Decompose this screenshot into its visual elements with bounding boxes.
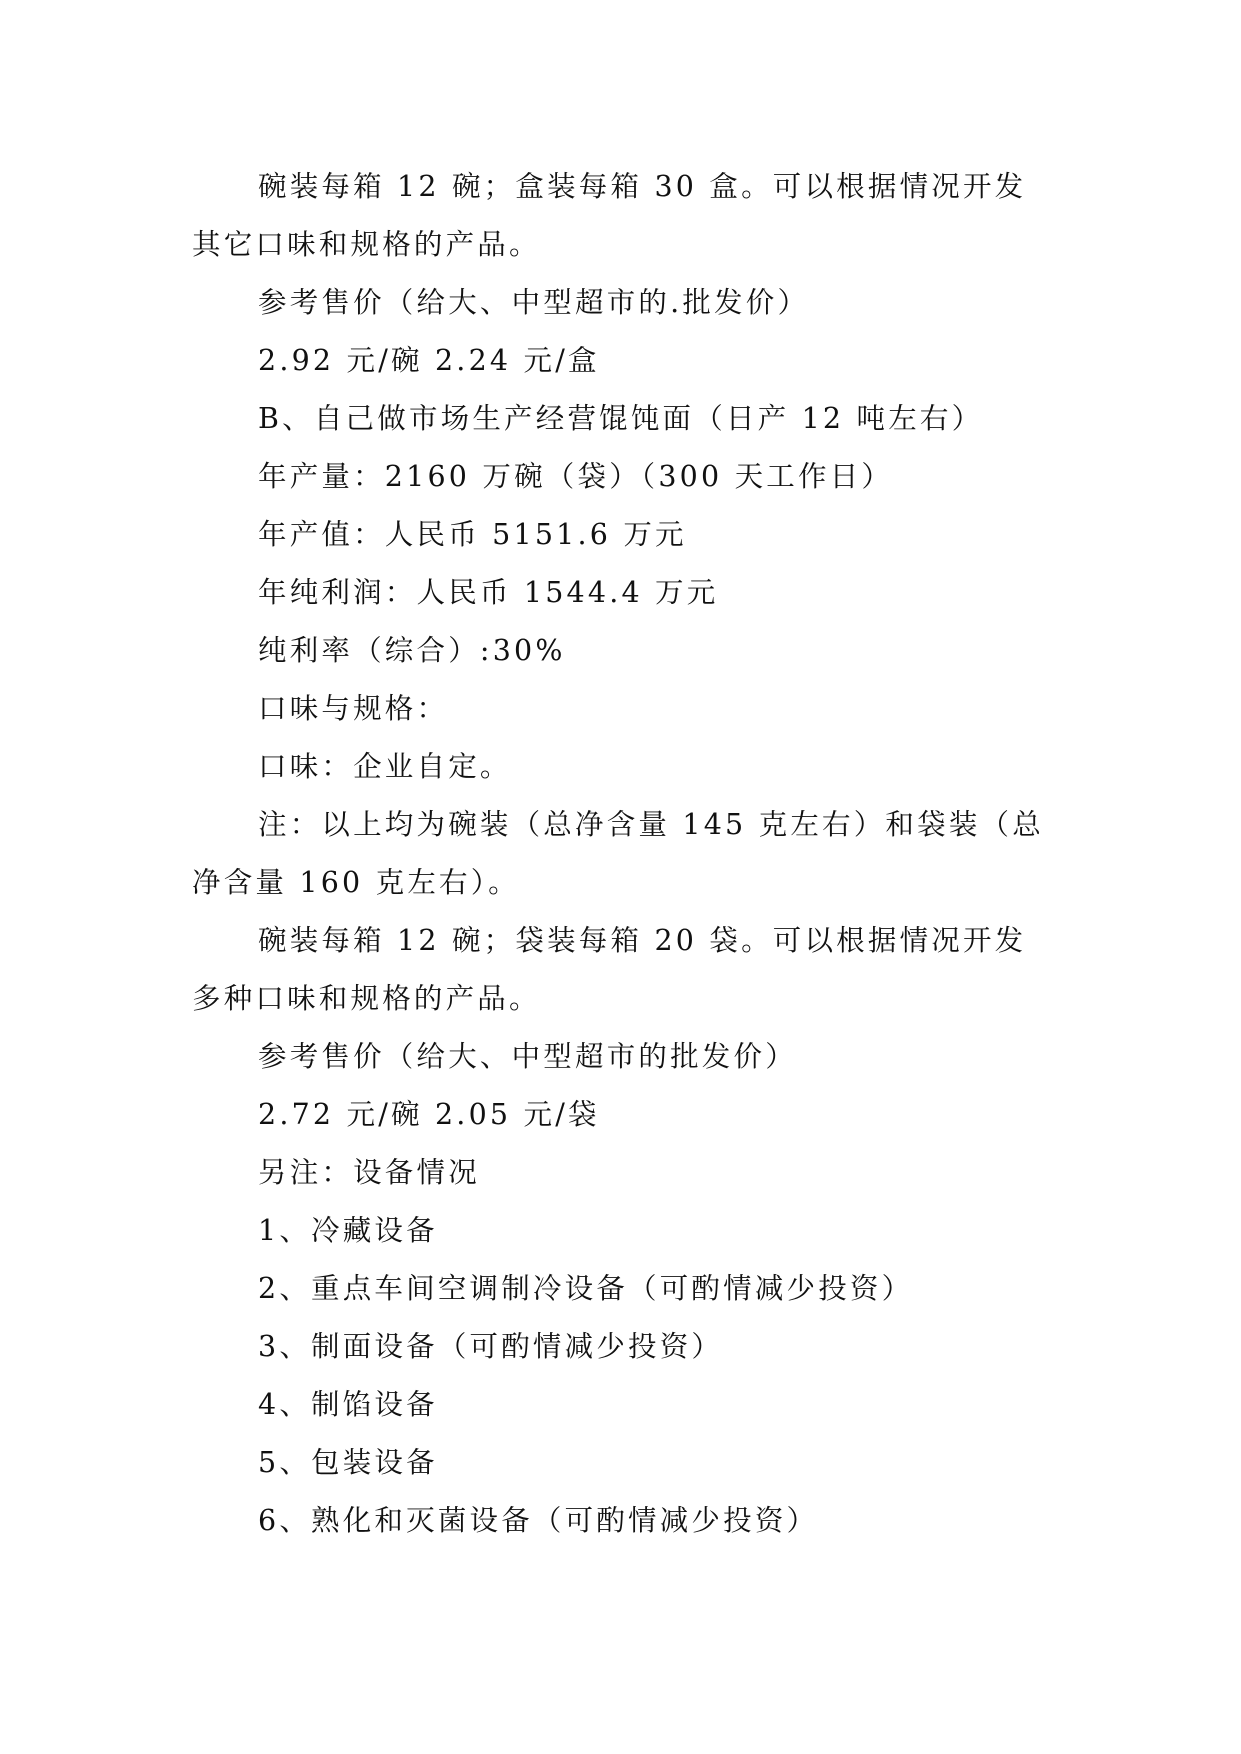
list-item-equipment-6: 6、熟化和灭菌设备（可酌情减少投资） (258, 1504, 819, 1537)
paragraph-section-b-heading: B、自己做市场生产经营馄饨面（日产 12 吨左右） (258, 402, 984, 435)
paragraph-flavor-spec-heading: 口味与规格： (258, 692, 449, 725)
paragraph-net-profit-rate: 纯利率（综合）:30% (258, 634, 566, 667)
list-item-equipment-3: 3、制面设备（可酌情减少投资） (258, 1330, 724, 1363)
list-item-equipment-4: 4、制馅设备 (258, 1388, 438, 1421)
paragraph-packaging-bowl-bag: 碗装每箱 12 碗；袋装每箱 20 袋。可以根据情况开发多种口味和规格的产品。 (192, 924, 1027, 1015)
paragraph-annual-net-profit: 年纯利润：人民币 1544.4 万元 (258, 576, 719, 609)
list-item-equipment-2: 2、重点车间空调制冷设备（可酌情减少投资） (258, 1272, 914, 1305)
list-item-equipment-1: 1、冷藏设备 (258, 1214, 438, 1247)
paragraph-reference-price-heading-2: 参考售价（给大、中型超市的批发价） (258, 1040, 797, 1073)
paragraph-annual-output: 年产量：2160 万碗（袋）（300 天工作日） (258, 460, 894, 493)
paragraph-equipment-note: 另注：设备情况 (258, 1156, 480, 1189)
paragraph-reference-price-values-2: 2.72 元/碗 2.05 元/袋 (258, 1098, 600, 1131)
paragraph-flavor: 口味：企业自定。 (258, 750, 512, 783)
paragraph-reference-price-heading: 参考售价（给大、中型超市的.批发价） (258, 286, 810, 319)
paragraph-packaging-bowl-box: 碗装每箱 12 碗；盒装每箱 30 盒。可以根据情况开发其它口味和规格的产品。 (192, 170, 1027, 261)
document-body (192, 158, 1052, 1550)
paragraph-annual-value: 年产值：人民币 5151.6 万元 (258, 518, 687, 551)
list-item-equipment-5: 5、包装设备 (258, 1446, 438, 1479)
paragraph-note-net-content: 注：以上均为碗装（总净含量 145 克左右）和袋装（总净含量 160 克左右）。 (192, 808, 1044, 899)
paragraph-reference-price-values: 2.92 元/碗 2.24 元/盒 (258, 344, 600, 377)
